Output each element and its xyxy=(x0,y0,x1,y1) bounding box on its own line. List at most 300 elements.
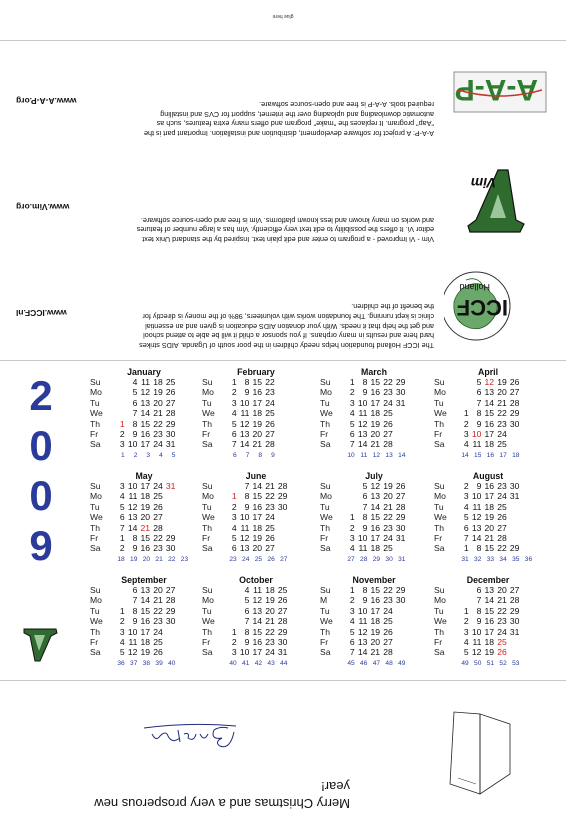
day-cell: 19 xyxy=(484,647,495,658)
day-cell xyxy=(275,419,288,429)
day-cell: 24 xyxy=(153,626,163,637)
day-cell: 5 xyxy=(349,418,355,429)
day-cell: 19 xyxy=(484,512,495,523)
day-cell: 4 xyxy=(463,439,469,450)
vim-logo xyxy=(444,154,556,248)
day-cell: 22 xyxy=(153,418,163,429)
day-cell: 8 xyxy=(476,543,482,554)
day-cell: 23 xyxy=(153,428,163,439)
day-cell: 28 xyxy=(383,439,393,450)
weekday-label: Tu xyxy=(90,605,100,616)
day-cell xyxy=(393,439,406,449)
day-cell: 15 xyxy=(484,605,495,616)
weekday-row xyxy=(432,595,544,605)
day-cell: 27 xyxy=(153,512,163,523)
weekday-row xyxy=(318,606,430,616)
weekday-row xyxy=(318,512,430,522)
day-cell xyxy=(112,595,125,605)
aap-description: A-A-P: A project for software development, distribution and installation. Important part is the "Aap" program. It replaces the "make" program and offers many extra features, such as automatic downloading and uploading over the internet, support for CVS and installing required tools. A-A-P is free and open-source software. xyxy=(143,99,434,138)
day-cell: 3 xyxy=(119,439,125,450)
day-cell: 28 xyxy=(265,439,275,450)
day-cell: 6 xyxy=(349,636,355,647)
day-cell: 23 xyxy=(497,418,507,429)
day-cell: 11 xyxy=(240,522,250,533)
weekday-row xyxy=(432,606,544,616)
day-cell: 13 xyxy=(471,522,482,533)
day-cell xyxy=(507,533,520,543)
weekday-label: Tu xyxy=(202,501,212,512)
weekday-row xyxy=(88,419,200,429)
day-cell: 21 xyxy=(497,595,507,606)
day-cell: 5 xyxy=(231,532,237,543)
day-cell: 31 xyxy=(509,491,520,502)
day-cell: 30 xyxy=(277,636,288,647)
day-cell: 7 xyxy=(349,439,355,450)
day-cell: 3 xyxy=(349,605,355,616)
signature xyxy=(140,722,240,756)
day-cell: 20 xyxy=(484,522,495,533)
weekday-row xyxy=(432,439,544,449)
day-cell: 21 xyxy=(265,481,275,491)
day-cell: 4 xyxy=(231,408,237,419)
day-cell: 26 xyxy=(509,377,520,387)
weekday-label: Sa xyxy=(90,543,101,554)
week-number: 23 xyxy=(229,555,237,563)
week-number: 29 xyxy=(372,555,381,563)
day-cell: 18 xyxy=(153,377,163,387)
day-cell: 21 xyxy=(484,532,495,543)
weekday-row xyxy=(88,627,200,637)
day-cell: 22 xyxy=(383,512,393,523)
weekday-row xyxy=(432,543,544,553)
day-cell: 14 xyxy=(252,616,263,627)
day-cell: 31 xyxy=(395,397,406,408)
day-cell: 8 xyxy=(476,605,482,616)
day-cell xyxy=(224,616,237,626)
day-cell: 26 xyxy=(153,501,163,512)
week-number: 44 xyxy=(280,659,288,667)
weekday-label: Th xyxy=(90,626,101,637)
day-cell: 14 xyxy=(252,481,263,491)
day-cell xyxy=(275,439,288,449)
day-cell: 16 xyxy=(484,481,495,491)
day-cell: 5 xyxy=(349,626,355,637)
iccf-description: The ICCF Holland foundation helps needy children in the poor south of Uganda. AIDS strikes hard here and results in many orphans. If you sponsor a child it will be able to attend school and get the help that it needs. With your donation AIDS education is given and an essential clinic is kept running. The foundation works with volunteers, 98% of the money is directly for the benefit of the children. xyxy=(139,302,434,350)
week-number: 23 xyxy=(180,555,189,563)
day-cell: 28 xyxy=(165,595,176,606)
day-cell: 9 xyxy=(362,522,368,533)
day-cell: 25 xyxy=(383,408,393,419)
day-cell: 4 xyxy=(349,616,355,627)
month-february xyxy=(200,367,312,460)
day-cell: 6 xyxy=(463,522,469,533)
day-cell: 22 xyxy=(497,543,507,554)
day-cell: 12 xyxy=(239,418,250,429)
weekday-label: Fr xyxy=(434,636,443,647)
day-cell: 30 xyxy=(395,595,406,606)
day-cell: 10 xyxy=(127,626,138,637)
day-cell: 18 xyxy=(252,408,263,419)
day-cell xyxy=(393,419,406,429)
day-cell: 1 xyxy=(231,377,237,387)
day-cell: 12 xyxy=(471,647,482,658)
day-cell: 27 xyxy=(165,397,176,408)
week-number: 24 xyxy=(242,555,250,563)
day-cell: 16 xyxy=(484,616,495,627)
day-cell: 18 xyxy=(265,585,275,595)
weekday-label: Sa xyxy=(434,439,445,450)
day-cell: 30 xyxy=(277,501,288,512)
day-cell xyxy=(163,637,176,647)
day-cell xyxy=(393,637,406,647)
week-number: 31 xyxy=(461,555,469,563)
day-cell: 28 xyxy=(509,595,520,606)
weekday-label: Sa xyxy=(90,439,101,450)
day-cell: 8 xyxy=(362,512,368,523)
week-number: 47 xyxy=(372,659,381,667)
weekday-label: Fr xyxy=(90,636,99,647)
weekday-row xyxy=(200,585,312,595)
weekday-label: Fr xyxy=(202,428,211,439)
day-cell: 12 xyxy=(357,418,368,429)
weekday-row xyxy=(200,523,312,533)
day-cell: 2 xyxy=(119,616,125,627)
day-cell: 4 xyxy=(463,636,469,647)
day-cell xyxy=(175,387,188,397)
day-cell: 27 xyxy=(165,585,176,595)
day-cell: 27 xyxy=(383,636,393,647)
weekday-row xyxy=(88,377,200,387)
week-number: 49 xyxy=(398,659,406,667)
day-cell xyxy=(342,481,355,491)
week-number: 9 xyxy=(271,451,275,459)
day-cell: 19 xyxy=(497,377,507,387)
weekday-label: We xyxy=(320,616,333,627)
day-cell: 11 xyxy=(472,636,482,647)
day-cell xyxy=(507,647,520,657)
day-cell: 9 xyxy=(476,616,482,627)
day-cell: 2 xyxy=(463,616,469,627)
day-cell: 5 xyxy=(231,418,237,429)
day-cell: 14 xyxy=(370,501,381,512)
day-cell xyxy=(163,502,176,512)
day-cell xyxy=(224,585,237,595)
weekday-label: Th xyxy=(434,418,445,429)
day-cell: 22 xyxy=(153,605,163,616)
day-cell: 16 xyxy=(140,428,151,439)
week-number: 4 xyxy=(159,451,163,459)
weekday-label: We xyxy=(434,408,447,419)
day-cell: 5 xyxy=(132,387,138,398)
day-cell: 12 xyxy=(357,626,368,637)
weekday-row xyxy=(88,491,200,501)
weekday-label: Fr xyxy=(434,428,443,439)
week-numbers xyxy=(318,555,430,564)
month-may xyxy=(88,471,200,564)
week-number: 28 xyxy=(360,555,368,563)
weekday-label: Su xyxy=(434,377,445,387)
day-cell: 25 xyxy=(497,501,507,512)
week-number: 26 xyxy=(267,555,275,563)
weekday-row xyxy=(200,408,312,418)
day-cell: 13 xyxy=(252,605,263,616)
weekday-label: Mo xyxy=(434,595,446,606)
year-digit: 0 xyxy=(29,472,53,519)
day-cell: 11 xyxy=(128,491,138,502)
day-cell: 25 xyxy=(497,439,507,450)
day-cell: 27 xyxy=(497,522,507,533)
day-cell: 28 xyxy=(277,481,288,491)
calendar-2009 xyxy=(0,361,566,679)
day-cell: 16 xyxy=(370,595,381,606)
day-cell: 8 xyxy=(244,377,250,387)
day-cell: 13 xyxy=(357,428,368,439)
weekday-row xyxy=(88,543,200,553)
weekday-row xyxy=(200,543,312,553)
weekday-label: Su xyxy=(320,377,331,387)
day-cell xyxy=(275,377,288,387)
day-cell: 16 xyxy=(370,387,381,398)
week-numbers xyxy=(88,451,200,460)
day-cell: 2 xyxy=(119,543,125,554)
day-cell: 22 xyxy=(383,377,393,387)
weekday-row xyxy=(88,616,200,626)
day-cell: 15 xyxy=(370,585,381,595)
week-number: 27 xyxy=(347,555,355,563)
day-cell xyxy=(275,408,288,418)
day-cell: 20 xyxy=(140,512,151,523)
day-cell: 13 xyxy=(357,636,368,647)
weekday-row xyxy=(200,595,312,605)
day-cell: 31 xyxy=(509,626,520,637)
weekday-row xyxy=(318,523,430,533)
day-cell: 26 xyxy=(383,418,393,429)
day-cell: 21 xyxy=(252,439,263,450)
day-cell: 20 xyxy=(370,636,381,647)
day-cell xyxy=(393,429,406,439)
week-numbers xyxy=(88,555,200,564)
day-cell: 3 xyxy=(231,397,237,408)
day-cell: 19 xyxy=(153,387,163,398)
day-cell xyxy=(224,595,237,605)
day-cell: 12 xyxy=(252,595,263,606)
weekday-label: Su xyxy=(434,481,445,491)
month-name: June xyxy=(245,471,267,481)
weekday-row xyxy=(200,439,312,449)
weekday-label: We xyxy=(202,512,215,523)
day-cell: 13 xyxy=(484,387,495,398)
day-cell: 4 xyxy=(119,636,125,647)
day-cell: 31 xyxy=(395,532,406,543)
weekday-label: Mo xyxy=(320,387,332,398)
weekday-label: Su xyxy=(90,377,101,387)
day-cell: 11 xyxy=(141,377,151,387)
day-cell: 12 xyxy=(140,387,151,398)
week-number: 41 xyxy=(242,659,250,667)
week-number: 51 xyxy=(486,659,495,667)
weekday-label: Sa xyxy=(202,543,213,554)
day-cell: 21 xyxy=(153,595,163,606)
day-cell: 1 xyxy=(463,543,469,554)
day-cell: 23 xyxy=(265,501,275,512)
weekday-row xyxy=(88,647,200,657)
weekday-row xyxy=(200,387,312,397)
day-cell xyxy=(175,429,188,439)
week-number: 49 xyxy=(461,659,469,667)
day-cell: 25 xyxy=(265,522,275,533)
day-cell: 17 xyxy=(252,512,263,523)
weekday-row xyxy=(88,439,200,449)
day-cell: 7 xyxy=(349,647,355,658)
day-cell: 31 xyxy=(277,647,288,658)
weekday-row xyxy=(318,481,430,491)
day-cell: 10 xyxy=(127,439,138,450)
day-cell xyxy=(275,533,288,543)
day-cell: 21 xyxy=(140,522,151,533)
day-cell: 5 xyxy=(119,501,125,512)
weekday-row xyxy=(88,481,200,491)
weekday-row xyxy=(88,408,200,418)
day-cell: 2 xyxy=(231,387,237,398)
day-cell: 22 xyxy=(383,585,393,595)
day-cell xyxy=(112,585,125,595)
weekday-label: Th xyxy=(202,522,213,533)
vim-url[interactable]: www.Vim.org xyxy=(16,202,70,212)
weekday-row xyxy=(88,585,200,595)
day-cell: 10 xyxy=(127,481,138,491)
iccf-logo-sub: Holland xyxy=(459,282,490,292)
weekday-row xyxy=(318,616,430,626)
day-cell: 19 xyxy=(383,481,393,491)
day-cell: 1 xyxy=(119,605,125,616)
week-number: 45 xyxy=(347,659,355,667)
weekday-label: Th xyxy=(320,626,331,637)
day-cell: 20 xyxy=(497,585,507,595)
aap-logo xyxy=(444,48,556,142)
day-cell: 7 xyxy=(132,408,138,419)
day-cell: 17 xyxy=(370,532,381,543)
week-number: 52 xyxy=(499,659,507,667)
day-cell: 26 xyxy=(383,626,393,637)
week-number: 31 xyxy=(398,555,406,563)
day-cell xyxy=(456,595,469,605)
day-cell: 8 xyxy=(132,418,138,429)
weekday-row xyxy=(200,533,312,543)
weekday-label: Sa xyxy=(434,647,445,658)
day-cell: 13 xyxy=(127,512,138,523)
day-cell: 17 xyxy=(140,626,151,637)
day-cell: 17 xyxy=(140,439,151,450)
day-cell: 23 xyxy=(383,387,393,398)
weekday-label: Tu xyxy=(202,605,212,616)
day-cell: 26 xyxy=(153,647,163,658)
weekday-label: We xyxy=(320,512,333,523)
day-cell: 1 xyxy=(463,605,469,616)
day-cell xyxy=(163,523,176,533)
day-cell: 23 xyxy=(497,616,507,627)
week-number: 36 xyxy=(524,555,533,563)
day-cell: 27 xyxy=(277,605,288,616)
weekday-row xyxy=(318,647,430,657)
year-digit: 9 xyxy=(29,522,53,569)
day-cell: 8 xyxy=(244,491,250,502)
aap-url[interactable]: www.A-A-P.org xyxy=(16,96,77,106)
day-cell: 28 xyxy=(497,532,507,543)
day-cell: 25 xyxy=(153,636,163,647)
day-cell: 15 xyxy=(252,377,263,387)
day-cell xyxy=(275,429,288,439)
month-name: July xyxy=(365,471,383,481)
day-cell: 1 xyxy=(119,418,125,429)
day-cell: 28 xyxy=(509,397,520,408)
week-number: 40 xyxy=(168,659,176,667)
day-cell: 11 xyxy=(240,408,250,419)
weekday-row xyxy=(318,387,430,397)
day-cell: 3 xyxy=(119,481,125,491)
day-cell: 9 xyxy=(476,418,482,429)
weekday-row xyxy=(200,502,312,512)
day-cell xyxy=(456,398,469,408)
day-cell: 13 xyxy=(239,428,250,439)
weekday-row xyxy=(318,408,430,418)
day-cell: 1 xyxy=(349,585,355,595)
week-number: 48 xyxy=(385,659,393,667)
day-cell: 16 xyxy=(252,636,263,647)
day-cell: 21 xyxy=(265,616,275,627)
weekday-label: Su xyxy=(90,585,101,595)
day-cell: 11 xyxy=(472,501,482,512)
week-number: 2 xyxy=(133,451,138,459)
iccf-url[interactable]: www.ICCF.nl xyxy=(16,308,67,318)
day-cell: 21 xyxy=(497,397,507,408)
day-cell: 4 xyxy=(132,377,138,387)
day-cell: 10 xyxy=(239,512,250,523)
week-number: 18 xyxy=(512,451,520,459)
weekday-label: Fr xyxy=(320,428,329,439)
day-cell: 30 xyxy=(509,616,520,627)
weekday-row xyxy=(200,377,312,387)
week-numbers xyxy=(200,659,312,668)
day-cell: 30 xyxy=(509,418,520,429)
weekday-row xyxy=(200,627,312,637)
day-cell xyxy=(112,387,125,397)
week-number: 8 xyxy=(258,451,263,459)
promo-vim xyxy=(10,150,556,248)
day-cell xyxy=(275,512,288,522)
weekday-label: Su xyxy=(202,481,213,491)
weekday-row xyxy=(88,502,200,512)
day-cell xyxy=(507,439,520,449)
day-cell: 19 xyxy=(252,532,263,543)
day-cell: 20 xyxy=(497,387,507,398)
weekday-row xyxy=(200,429,312,439)
week-number: 33 xyxy=(486,555,495,563)
week-number: 35 xyxy=(512,555,520,563)
day-cell: 31 xyxy=(165,439,176,450)
weekday-row xyxy=(318,627,430,637)
week-number: 37 xyxy=(130,659,138,667)
day-cell xyxy=(275,523,288,533)
weekday-label: Tu xyxy=(90,501,100,512)
weekday-row xyxy=(432,523,544,533)
day-cell: 20 xyxy=(252,428,263,439)
weekday-label: Sa xyxy=(202,439,213,450)
day-cell: 25 xyxy=(165,377,176,387)
folded-card-icon xyxy=(440,704,520,804)
day-cell xyxy=(342,491,355,501)
day-cell: 4 xyxy=(349,543,355,554)
weekday-row xyxy=(318,543,430,553)
